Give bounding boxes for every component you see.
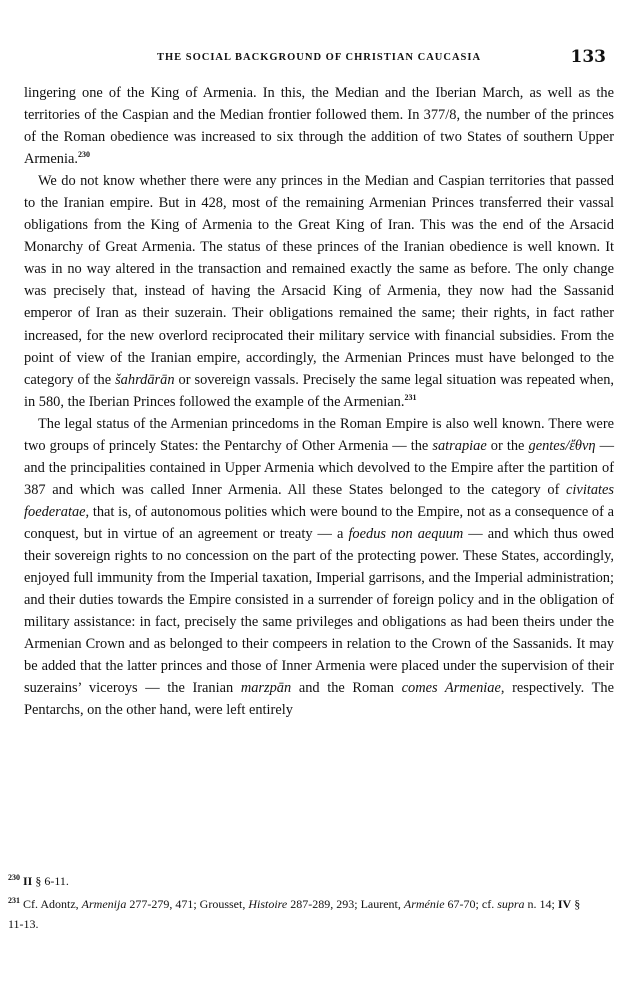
text-run: The legal status of the Armenian princedoms in the Roman Empire is also well known. There were two groups of princely States: the Pentarchy of Other Armenia — the bbox=[24, 415, 614, 454]
footnote-ref: 230 bbox=[77, 150, 90, 160]
italic-text: šahrdārān bbox=[115, 371, 175, 388]
italic-text: marzpān bbox=[240, 680, 292, 697]
italic-text: Arménie bbox=[403, 897, 445, 911]
text-run: — and the principalities contained in Upper Armenia which devolved to the Empire after the partition of 387 and which was called Inner Armenia. All these States belonged to the category of bbox=[24, 437, 614, 498]
text-run: — and which thus owed their sovereign rights to no concession on the part of the protecting power. These States, accordingly, enjoyed full immunity from the Imperial taxation, Imperial garrisons, and the Imperial administration; and their duties towards the Empire consisted in a surrender of foreign policy and in the obligation of military assistance: in fact, precisely the same privileges and obligations as had been theirs under the Armenian Crown and as belonged to their compeers in relation to the Crown of the Sassanids. It may be added that the latter princes and those of Inner Armenia were placed under the supervision of their suzerains’ viceroys — the Iranian bbox=[24, 525, 614, 697]
text-run: § 6-11. bbox=[32, 874, 69, 888]
bold-text: IV bbox=[557, 897, 572, 911]
text-run: We do not know whether there were any princes in the Median and Caspian territories that passed to the Iranian empire. But in 428, most of the remaining Armenian Princes transferred their vassal obligations from the King of Armenia to the Great King of Iran. This was the end of the Arsacid Monarchy of Great Armenia. The status of these princes of the Iranian obedience is well known. It was in no way altered in the transaction and remained exactly the same as before. The only change was precisely that, instead of having the Arsacid King of Armenia, they now had the Sassanid emperor of Iran as their suzerain. Their obligations remained the same; their rights, in fact rather increased, for the new overlord reciprocated their military service with financial subsidies. From the point of view of the Iranian empire, accordingly, the Armenian Princes must have belonged to the category of the bbox=[24, 173, 614, 388]
text-run: Cf. Adontz, bbox=[23, 897, 82, 911]
italic-text: comes Armeniae bbox=[401, 680, 501, 697]
text-run: and the Roman bbox=[291, 680, 402, 697]
running-head bbox=[24, 40, 614, 68]
text-run: 67-70; cf. bbox=[444, 897, 498, 911]
running-title: THE SOCIAL BACKGROUND OF CHRISTIAN CAUCASIA bbox=[156, 52, 482, 63]
text-run: lingering one of the King of Armenia. In this, the Median and the Iberian March, as well as the territories of the Caspian and the Median frontier followed them. In 377/8, the number of the princes of the Roman obedience was increased to six through the addition of two States of southern Upper Armenia. bbox=[24, 85, 614, 168]
paragraph-2 bbox=[24, 170, 614, 413]
footnote-number: 231 bbox=[8, 896, 20, 905]
text-run: , that is, of autonomous polities which were bound to the Empire, not as a consequence of a conquest, but in virtue of an agreement or treaty — a bbox=[24, 503, 614, 542]
italic-text: Armenija bbox=[81, 897, 127, 911]
paragraph-3 bbox=[24, 413, 614, 722]
text-run: 287-289, 293; Laurent, bbox=[287, 897, 404, 911]
footnote-number: 230 bbox=[8, 873, 20, 882]
footnote-230 bbox=[8, 868, 588, 891]
body-text bbox=[24, 82, 614, 721]
book-page bbox=[24, 40, 614, 721]
italic-text: gentes/ἔθνη bbox=[528, 437, 596, 454]
text-run: n. 14; bbox=[524, 897, 558, 911]
italic-text: supra bbox=[497, 897, 525, 911]
footnote-ref: 231 bbox=[404, 392, 417, 402]
paragraph-1 bbox=[24, 82, 614, 170]
text-run: or the bbox=[486, 437, 529, 454]
text-run: 277-279, 471; Grousset, bbox=[126, 897, 249, 911]
text-run: , respectively. The Pentarchs, on the other hand, were left entirely bbox=[24, 680, 615, 719]
italic-text: satrapiae bbox=[432, 437, 487, 454]
footnotes bbox=[8, 868, 588, 934]
footnote-231 bbox=[8, 891, 588, 934]
text-run: § 11-13. bbox=[8, 897, 581, 931]
text-run: or sovereign vassals. Precisely the same legal situation was repeated when, in 580, the Iberian Princes followed the example of the Armenian. bbox=[24, 371, 614, 410]
italic-text: foedus non aequum bbox=[348, 525, 464, 542]
bold-text: II bbox=[23, 874, 33, 888]
italic-text: civitates foederatae bbox=[24, 481, 614, 520]
page-number: 133 bbox=[570, 47, 606, 67]
italic-text: Histoire bbox=[248, 897, 288, 911]
